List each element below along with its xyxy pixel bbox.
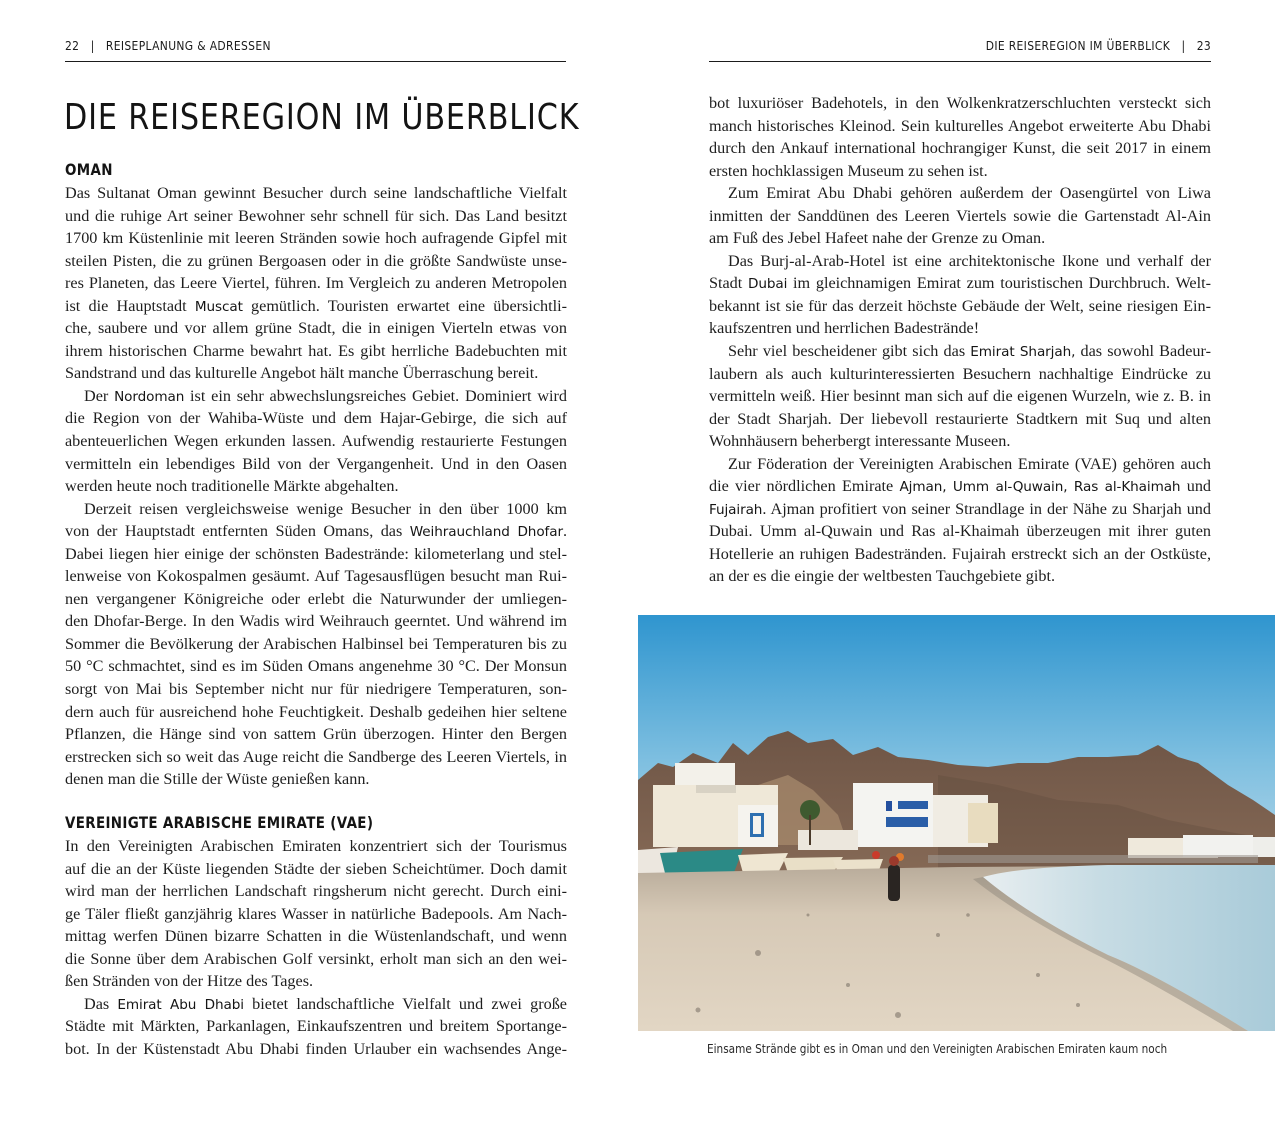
left-page: [0, 0, 637, 1122]
page-number: 22: [65, 38, 80, 53]
beach-photo: [638, 615, 1275, 1031]
text-line: Zur Föderation der Vereinigten Arabischen Emirate (VAE) gehören auch: [728, 454, 1211, 473]
place-name-highlight: Emirat Abu Dhabi: [117, 996, 244, 1013]
text-line: ersten hochklassigen Museum zu sehen ist.: [709, 161, 988, 180]
text-line: werden heute noch traditionelle Märkte abgehalten.: [65, 477, 399, 496]
section-heading-vae: VEREINIGTE ARABISCHE EMIRATE (VAE): [65, 813, 374, 832]
text-line: den Dhofar-Berge. In den Wadis wird Weihrauch geerntet. Und während im: [65, 612, 567, 631]
separator: |: [1181, 38, 1186, 53]
text-line: auf die an der Küste liegenden Städte der sieben Scheichtümer. Doch damit: [65, 859, 567, 878]
page-number: 23: [1196, 38, 1211, 53]
text-line: laubern als auch kulturinteressierten Besuchern nachhaltige Eindrücke zu: [709, 364, 1211, 383]
chapter-title: DIE REISEREGION IM ÜBERBLICK: [985, 38, 1171, 53]
text-line: wird man der herrlichen Landschaft ringsherum nicht gerecht. Durch eini-: [65, 882, 567, 901]
text-line: Derzeit reisen vergleichsweise wenige Besucher in den über 1000 km: [84, 499, 567, 518]
text-line: Das Burj-al-Arab-Hotel ist eine architektonische Ikone und verhalf der: [728, 251, 1211, 270]
text-line: an der es die eingie der weltbesten Tauchgebiete gibt.: [709, 567, 1056, 586]
text-line: Dabei liegen hier einige der schönsten Badestrände: kilometerlang und stel-: [65, 544, 567, 563]
text-line: die vier nördlichen Emirate Ajman, Umm al-Quwain, Ras al-Khaimah und: [709, 477, 1212, 496]
text-line: vermitteln weiß. Hier besinnt man sich auf die eigenen Wurzeln, wie z. B. in: [709, 387, 1211, 406]
running-head-left: [65, 38, 271, 53]
text-line: Zum Emirat Abu Dhabi gehören außerdem der Oasengürtel von Liwa: [728, 184, 1211, 203]
text-line: ge Täler fließt ganzjährig klares Wasser in natürliche Badepools. Am Nach-: [65, 904, 567, 923]
text-line: Das Sultanat Oman gewinnt Besucher durch seine landschaftliche Vielfalt: [65, 184, 567, 202]
text-line: denen man die Stille der Wüste genießen kann.: [65, 770, 370, 789]
text-line: In den Vereinigten Arabischen Emiraten konzentriert sich der Tourismus: [65, 837, 567, 855]
text-line: Sandstrand und das kulturelle Angebot hält manche Überraschung bereit.: [65, 364, 539, 383]
place-name-highlight: Nordoman: [114, 388, 185, 405]
text-line: 50 °C schmachtet, sind es im Süden Omans angenehme 30 °C. Der Monsun: [65, 657, 567, 676]
header-rule: [709, 61, 1211, 62]
place-name-highlight: Fujairah: [709, 501, 763, 518]
running-head-right: [986, 38, 1211, 53]
text-line: che, saubere und vor allem grüne Stadt, die in einigen Vierteln etwas von: [65, 319, 567, 338]
text-line: die Sonne über dem Arabischen Golf versinkt, erholt man sich an den wei-: [65, 949, 567, 968]
text-line: bot luxuriöser Badehotels, in den Wolkenkratzerschluchten versteckt sich: [709, 94, 1211, 112]
text-line: Fujairah. Ajman profitiert von seiner Strandlage in der Nähe zu Sharjah und: [709, 499, 1211, 518]
text-line: manch historisches Kleinod. Sein kulturelles Angebot erweiterte Abu Dhabi: [709, 116, 1211, 135]
text-line: durch den Ankauf international hochrangiger Kunst, die seit 2017 in einem: [709, 139, 1211, 158]
place-name-highlight: Weihrauchland Dhofar: [409, 524, 563, 541]
text-line: ist die Hauptstadt Muscat gemütlich. Touristen erwartet eine übersichtli-: [65, 296, 568, 315]
page-title: DIE REISEREGION IM ÜBERBLICK: [64, 97, 580, 138]
text-line: erstrecken sich so weit das Auge reicht die Sandberge des Leeren Viertels, in: [65, 747, 567, 766]
text-line: Der Nordoman ist ein sehr abwechslungsreiches Gebiet. Dominiert wird: [84, 386, 567, 405]
text-line: ßen Stränden von der Hitze des Tages.: [65, 972, 314, 991]
section-body-vae: [65, 835, 567, 1060]
text-line: lenweise von Kokospalmen gesäumt. Auf Tagesausflügen besucht man Rui-: [65, 567, 567, 586]
section-heading-oman: OMAN: [65, 160, 113, 179]
separator: |: [90, 38, 95, 53]
text-line: mittag werfen Dünen bizarre Schatten in die Wüstenlandschaft, und wenn: [65, 927, 567, 946]
text-line: inmitten der Sanddünen des Leeren Viertels sowie die Gartenstadt Al-Ain: [709, 206, 1211, 225]
right-page: [637, 0, 1275, 1122]
text-line: bot. In der Küstenstadt Abu Dhabi finden Urlauber ein wachsendes Ange-: [65, 1039, 567, 1058]
text-line: am Fuß des Jebel Hafeet nahe der Grenze zu Oman.: [709, 229, 1046, 248]
text-line: Sehr viel bescheidener gibt sich das Emirat Sharjah, das sowohl Badeur-: [728, 342, 1211, 361]
text-line: nen vergangener Königreiche oder erlebt die Naturwunder der umliegen-: [65, 589, 567, 608]
text-line: Hotellerie an ruhigen Badestränden. Fujairah erstreckt sich an der Ostküste,: [709, 544, 1211, 563]
body-text: [709, 92, 1211, 588]
text-line: und die ruhige Art seiner Bewohner sehr schnell für sich. Das Land besitzt: [65, 206, 567, 225]
text-line: Stadt Dubai im gleichnamigen Emirat zum touristischen Durchbruch. Welt-: [709, 274, 1211, 293]
text-line: von der Hauptstadt entfernten Süden Omans, das Weihrauchland Dhofar.: [65, 522, 567, 541]
text-line: vermitteln ein lebendiges Bild von der Vergangenheit. Und in den Oasen: [65, 454, 567, 473]
text-line: der Stadt Sharjah. Der liebevoll restaurierte Stadtkern mit Suq und alten: [709, 409, 1211, 428]
text-line: sorgt von Mai bis September nicht nur für niedrigere Temperaturen, son-: [65, 680, 567, 699]
text-line: kaufszentren und herrlichen Badestrände!: [709, 319, 980, 338]
text-line: res Planeten, das Leere Viertel, führen. Im Vergleich zu anderen Metropolen: [65, 274, 567, 293]
text-line: Städte mit Märkten, Parkanlagen, Einkaufszentren und breitem Sportange-: [65, 1017, 567, 1036]
place-name-highlight: Emirat Sharjah,: [970, 344, 1076, 361]
text-line: steilen Pisten, die zu grünen Bergoasen oder in die größte Sandwüste unse-: [65, 251, 567, 270]
text-line: 1700 km Küstenlinie mit leeren Stränden sowie hoch aufragende Gipfel mit: [65, 229, 567, 248]
chapter-title: REISEPLANUNG & ADRESSEN: [105, 38, 271, 53]
section-body-oman: [65, 182, 567, 791]
place-name-highlight: Ajman, Umm al-Quwain, Ras al-Khaimah: [899, 479, 1181, 496]
photo-caption: Einsame Strände gibt es in Oman und den Vereinigten Arabischen Emiraten kaum noch: [707, 1041, 1168, 1056]
text-line: ihrem historischen Charme bewahrt hat. Es gibt herrliche Badebuchten mit: [65, 341, 567, 360]
text-line: Wohnhäusern beherbergt interessante Museen.: [709, 432, 1011, 451]
text-line: Sommer die Bevölkerung der Arabischen Halbinsel bei Temperaturen bis zu: [65, 634, 567, 653]
text-line: die Region von der Wahiba-Wüste und dem Hajar-Gebirge, die sich auf: [65, 409, 567, 428]
text-line: bekannt ist sie für das derzeit höchste Gebäude der Welt, seine riesigen Ein-: [709, 296, 1211, 315]
beach-village-image: [638, 615, 1275, 1031]
text-line: Dubai. Umm al-Quwain und Ras al-Khaimah überzeugen mit ihrer guten: [709, 522, 1211, 541]
place-name-highlight: Muscat: [194, 298, 243, 315]
header-rule: [65, 61, 566, 62]
text-line: abenteuerlichen Wegen erkunden lassen. Aufwendig restaurierte Festungen: [65, 432, 567, 451]
text-line: Pflanzen, die Hänge sind von sattem Grün überzogen. Hinter den Bergen: [65, 725, 567, 744]
text-line: dern auch für ausreichend hohe Feuchtigkeit. Deshalb gedeihen hier seltene: [65, 702, 567, 721]
text-line: Das Emirat Abu Dhabi bietet landschaftliche Vielfalt und zwei große: [84, 994, 567, 1013]
place-name-highlight: Dubai: [748, 276, 788, 293]
